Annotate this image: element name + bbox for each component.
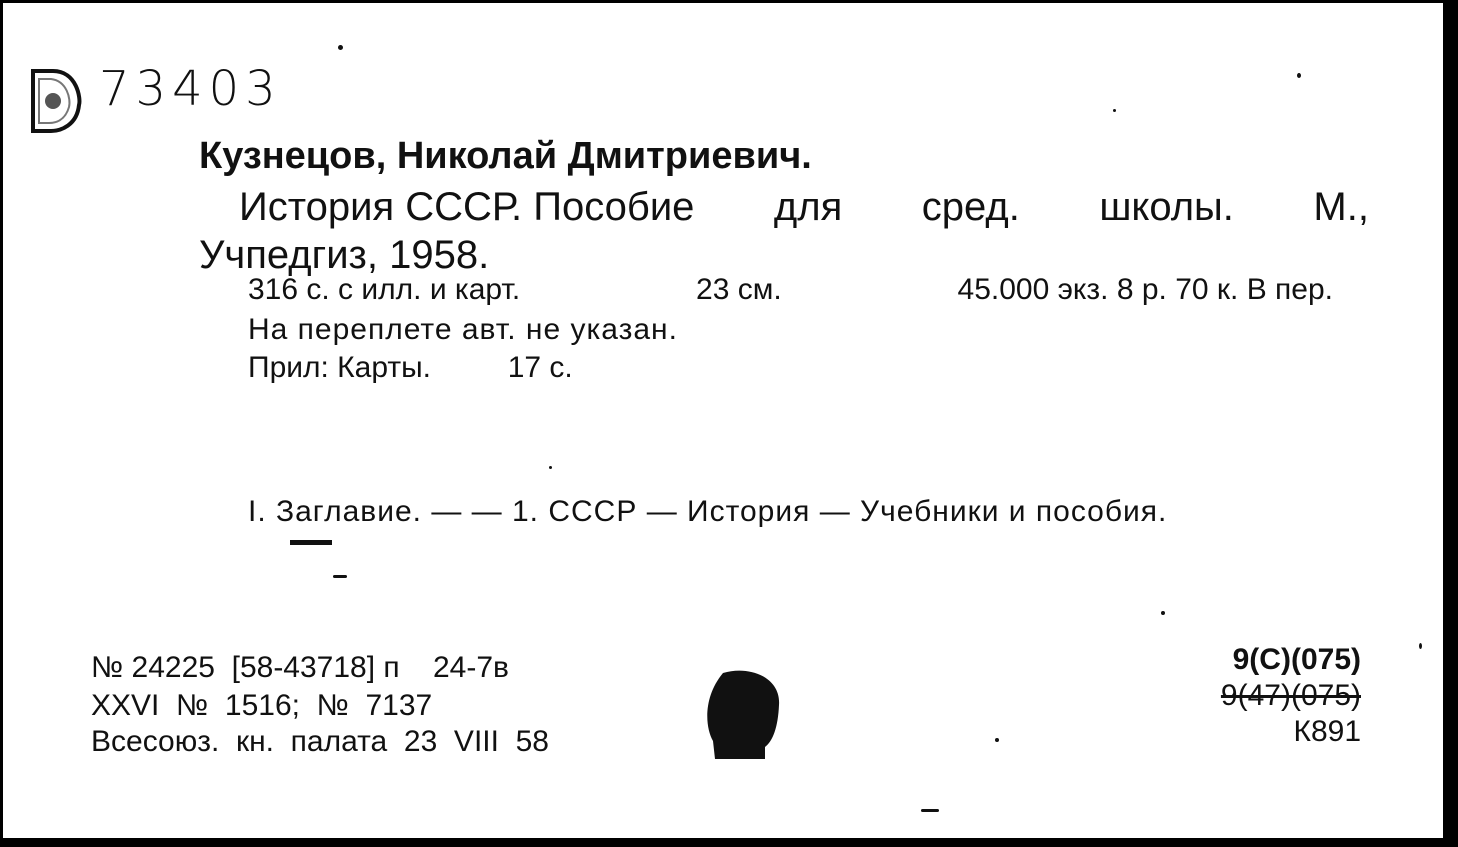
speck: [995, 738, 999, 742]
title-part: М.,: [1313, 185, 1369, 229]
speck: [1297, 73, 1301, 78]
underline-mark: [290, 540, 332, 545]
appendix-line: [248, 351, 573, 385]
library-stamp-d-icon: [25, 65, 85, 135]
speck: [1113, 109, 1116, 112]
speck: [1161, 611, 1165, 615]
tracing-line: I. Заглавие. — — 1. СССР — История — Учебники и пособия.: [248, 495, 1168, 528]
handwritten-inventory-number: 73403: [99, 61, 282, 117]
card-number-line: № 24225 [58-43718] п 24-7в: [91, 651, 509, 684]
author-heading: Кузнецов, Николай Дмитриевич.: [199, 135, 812, 177]
classification-code: 9(С)(075): [1232, 643, 1361, 676]
ink-blot: [703, 667, 783, 767]
chamber-line: Всесоюз. кн. палата 23 VIII 58: [91, 725, 549, 758]
collation-pages: 316 с. с илл. и карт.: [248, 273, 521, 306]
speck: [1419, 643, 1422, 649]
author-mark: К891: [1293, 715, 1361, 748]
title-part: сред.: [921, 185, 1020, 229]
speck: [921, 809, 939, 812]
collation-copies-price: 45.000 экз. 8 р. 70 к. В пер.: [957, 273, 1333, 306]
publisher-line: Учпедгиз, 1958.: [199, 233, 490, 277]
appendix-label: Прил: Карты.: [248, 351, 432, 384]
binding-note: На переплете авт. не указан.: [248, 313, 678, 346]
title-part: История СССР. Пособие: [239, 185, 695, 229]
collation-size: 23 см.: [696, 273, 782, 306]
struck-classification-code: 9(47)(075): [1220, 679, 1361, 712]
title-part: школы.: [1099, 185, 1234, 229]
collation-line: [248, 273, 1333, 307]
speck: [338, 45, 343, 50]
speck: [333, 575, 347, 578]
speck: [549, 466, 552, 469]
registry-line: XXVI № 1516; № 7137: [91, 689, 433, 722]
title-line: [239, 185, 1369, 230]
appendix-pages: 17 с.: [507, 351, 573, 384]
title-part: для: [773, 185, 843, 229]
